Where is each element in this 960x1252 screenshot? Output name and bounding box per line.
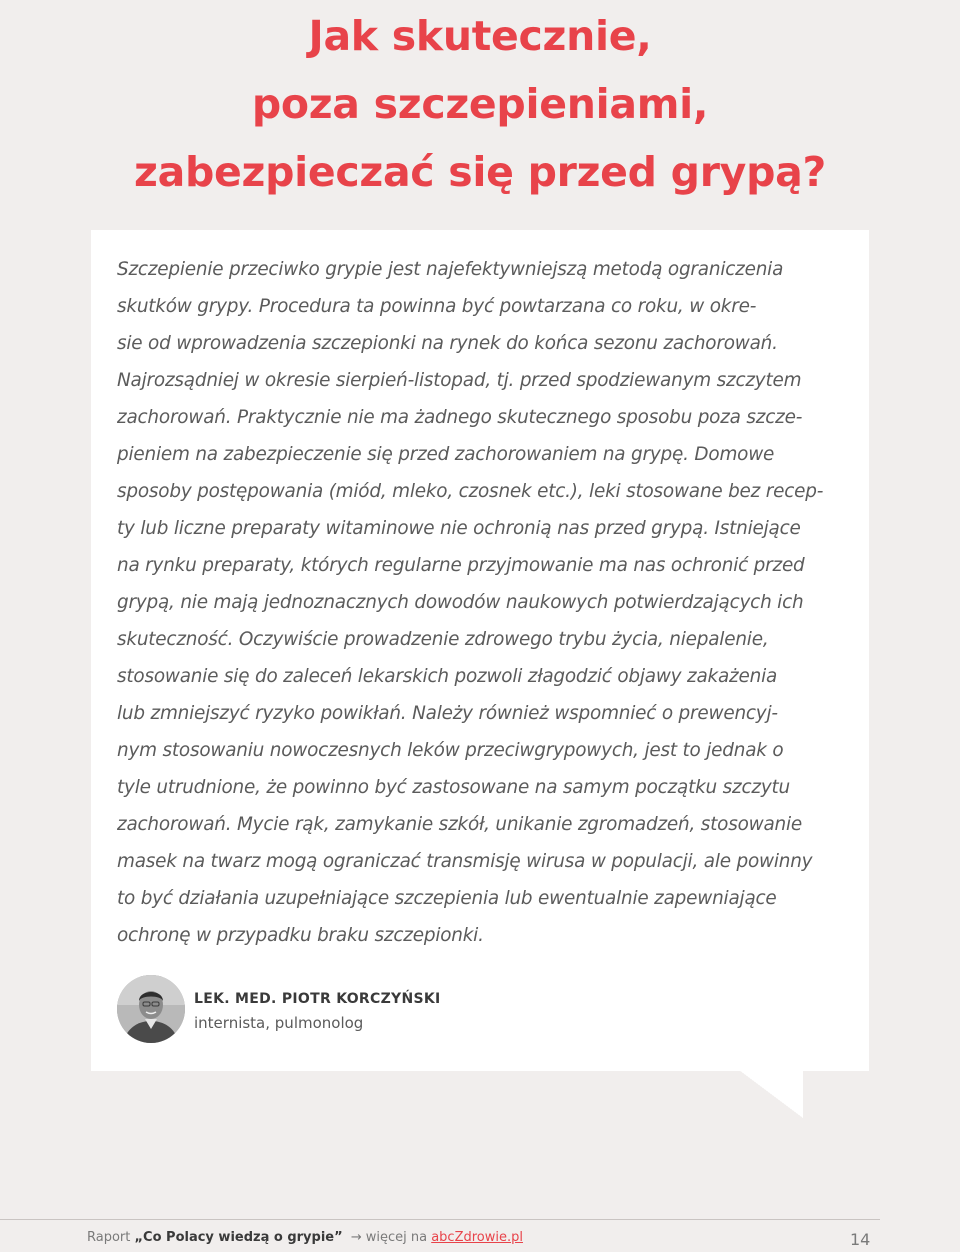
expert-quote bbox=[117, 251, 857, 954]
headline-line-3: zabezpieczać się przed grypą? bbox=[134, 148, 826, 196]
quote-line: na rynku preparaty, których regularne przyjmowanie ma nas ochronić przed bbox=[117, 555, 805, 576]
quote-line: skuteczność. Oczywiście prowadzenie zdrowego trybu życia, niepalenie, bbox=[117, 629, 769, 650]
quote-line: zachorowań. Mycie rąk, zamykanie szkół, unikanie zgromadzeń, stosowanie bbox=[117, 814, 803, 835]
footer-more-text: więcej na bbox=[365, 1230, 432, 1245]
author-avatar bbox=[117, 975, 185, 1043]
page-footer bbox=[87, 1230, 523, 1245]
quote-line: sie od wprowadzenia szczepionki na rynek do końca sezonu zachorowań. bbox=[117, 333, 778, 354]
quote-line: masek na twarz mogą ograniczać transmisję wirusa w populacji, ale powinny bbox=[117, 851, 813, 872]
quote-line: lub zmniejszyć ryzyko powikłań. Należy również wspomnieć o prewencyj- bbox=[117, 703, 778, 724]
quote-line: nym stosowaniu nowoczesnych leków przeciwgrypowych, jest to jednak o bbox=[117, 740, 784, 761]
quote-line: skutków grypy. Procedura ta powinna być powtarzana co roku, w okre- bbox=[117, 296, 757, 317]
footer-divider bbox=[0, 1219, 880, 1220]
quote-card-tail bbox=[739, 1070, 803, 1118]
quote-line: Najrozsądniej w okresie sierpień-listopad, tj. przed spodziewanym szczytem bbox=[117, 370, 802, 391]
quote-line: to być działania uzupełniające szczepienia lub ewentualnie zapewniające bbox=[117, 888, 777, 909]
report-title: „Co Polacy wiedzą o grypie” bbox=[134, 1230, 343, 1245]
quote-line: ty lub liczne preparaty witaminowe nie ochronią nas przed grypą. Istniejące bbox=[117, 518, 801, 539]
quote-line: stosowanie się do zaleceń lekarskich pozwoli złagodzić objawy zakażenia bbox=[117, 666, 778, 687]
quote-line: pieniem na zabezpieczenie się przed zachorowaniem na grypę. Domowe bbox=[117, 444, 775, 465]
quote-line: Szczepienie przeciwko grypie jest najefektywniejszą metodą ograniczenia bbox=[117, 259, 784, 280]
page-headline bbox=[0, 0, 960, 206]
headline-line-2: poza szczepieniami, bbox=[251, 80, 709, 128]
footer-prefix: Raport bbox=[87, 1230, 135, 1245]
author-role: internista, pulmonolog bbox=[194, 1014, 364, 1032]
author-portrait-icon bbox=[117, 975, 185, 1043]
site-link[interactable]: abcZdrowie.pl bbox=[431, 1230, 523, 1245]
author-name: LEK. MED. PIOTR KORCZYŃSKI bbox=[194, 991, 441, 1007]
quote-line: zachorowań. Praktycznie nie ma żadnego skutecznego sposobu poza szcze- bbox=[117, 407, 803, 428]
quote-line: tyle utrudnione, że powinno być zastosowane na samym początku szczytu bbox=[117, 777, 790, 798]
headline-line-1: Jak skutecznie, bbox=[308, 12, 652, 60]
quote-line: grypą, nie mają jednoznacznych dowodów naukowych potwierdzających ich bbox=[117, 592, 804, 613]
arrow-right-icon: → bbox=[350, 1230, 362, 1245]
quote-line: ochronę w przypadku braku szczepionki. bbox=[117, 925, 484, 946]
page-number: 14 bbox=[850, 1230, 871, 1249]
quote-line: sposoby postępowania (miód, mleko, czosnek etc.), leki stosowane bez recep- bbox=[117, 481, 824, 502]
